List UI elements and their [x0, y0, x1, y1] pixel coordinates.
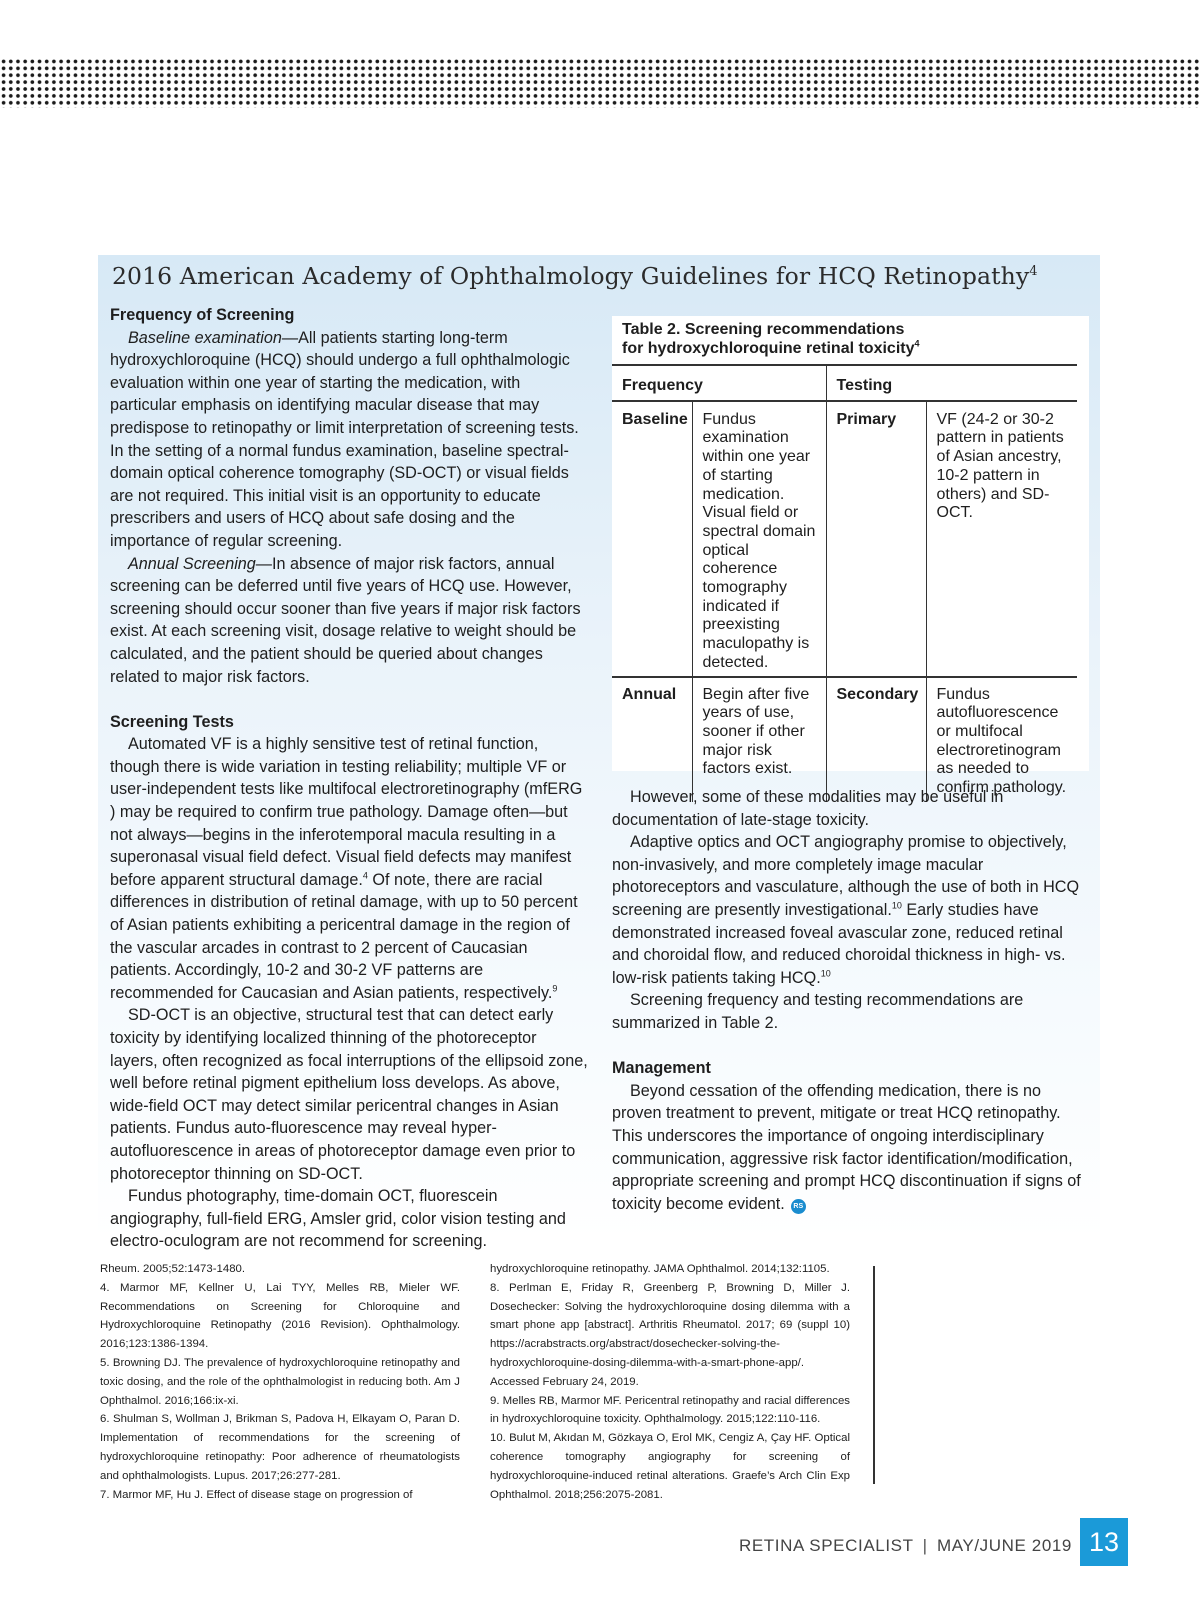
reference-item: 5. Browning DJ. The prevalence of hydroxychloroquine retinopathy and toxic dosing, and the role of the ophthalmologist in reducing both. Am J Ophthalmol. 2016;166:ix-xi.: [100, 1356, 460, 1407]
table-caption-sup: 4: [914, 338, 920, 349]
reference-item: 10. Bulut M, Akıdan M, Gözkaya O, Erol MK, Cengiz A, Çay HF. Optical coherence tomography angiography for screening of hydroxychloroquine-induced retinal alterations. Graefe’s Arch Clin Exp Ophthalmol. 2018;256:2075-2081.: [490, 1432, 850, 1501]
cell-frequency-label: Annual: [612, 677, 692, 802]
table-caption: Table 2. Screening recommendations for hydroxychloroquine retinal toxicity$^4$: [622, 321, 920, 357]
sidebar-title-text: 2016 American Academy of Ophthalmology Guidelines for HCQ Retinopathy: [112, 262, 1030, 290]
column-header-testing: Testing: [826, 365, 1077, 401]
references-left: [100, 1260, 460, 1504]
page-number: 13: [1080, 1518, 1128, 1566]
reference-item: 9. Melles RB, Marmor MF. Pericentral retinopathy and racial differences in hydroxychloroquine toxicity. Ophthalmology. 2015;122:110-116.: [490, 1394, 851, 1426]
paragraph-vf: Automated VF is a highly sensitive test of retinal function, though there is wide variation in testing reliability; multiple VF or user-independent tests like multifocal electroretinography (mfERG ) may be required to confirm true pathology. Damage often—but not always—begins in the inferotemporal macula resulting in a superonasal visual field defect. Visual field defects may manifest before apparent structural damage.$^4$ Of note, there are racial differences in distribution of retinal damage, with up to 50 percent of Asian patients exhibiting a pericentral damage in the region of the vascular arcades in contrast to 2 percent of Caucasian patients. Accordingly, 10-2 and 30-2 VF patterns are recommended for Caucasian and Asian patients, respectively.$^9$: [110, 735, 583, 1002]
reference-item: hydroxychloroquine retinopathy. JAMA Ophthalmol. 2014;132:1105.: [490, 1263, 830, 1275]
footer-separator: |: [922, 1536, 928, 1555]
paragraph-annual: Annual Screening—In absence of major risk factors, annual screening can be deferred until five years of HCQ use. However, screening should occur sooner than five years if major risk factors exist. At each screening visit, dosage relative to weight should be calculated, and the patient should be queried about changes related to major risk factors.: [110, 554, 581, 686]
heading-frequency: Frequency of Screening: [110, 306, 295, 324]
screening-table: [612, 364, 1077, 802]
left-column: [110, 304, 588, 1253]
heading-screening-tests: Screening Tests: [110, 712, 234, 731]
cell-frequency-label: Baseline: [612, 401, 692, 677]
issue-date: MAY/JUNE 2019: [936, 1536, 1072, 1555]
cell-frequency-text: Fundus examination within one year of starting medication. Visual field or spectral domain optical coherence tomography indicated if preexisting maculopathy is detected.: [692, 401, 826, 677]
baseline-lead: Baseline examination: [128, 328, 282, 347]
paragraph-not-recommended: Fundus photography, time-domain OCT, fluorescein angiography, full-field ERG, Amsler grid, color vision testing and electro-oculogram are not recommend for screening.: [110, 1187, 566, 1251]
reference-item: 4. Marmor MF, Kellner U, Lai TYY, Melles RB, Mieler WF. Recommendations on Screening for Chloroquine and Hydroxychloroquine Retinopathy (2016 Revision). Ophthalmology. 2016;123:1386-1394.: [100, 1281, 460, 1351]
table-row: [612, 677, 1077, 802]
dot-pattern-header: [0, 58, 1200, 108]
heading-management: Management: [612, 1059, 711, 1078]
paragraph-documentation: However, some of these modalities may be useful in documentation of late-stage toxicity.: [612, 788, 1004, 829]
reference-item: 7. Marmor MF, Hu J. Effect of disease stage on progression of: [100, 1488, 413, 1501]
reference-item: 8. Perlman E, Friday R, Greenberg P, Browning D, Miller J. Dosechecker: Solving the hydroxychloroquine dosing dilemma with a smart phone app [abstract]. Arthritis Rheumatol. 2017; 69 (suppl 10) https://acrabstracts.org/abstract/dosechecker-solving-the-hydroxychloroquine-dosing-dilemma-with-a-smart-phone-app/. Accessed February 24, 2019.: [490, 1281, 850, 1388]
publication-name: RETINA SPECIALIST: [738, 1536, 914, 1555]
paragraph-management: Beyond cessation of the offending medication, there is no proven treatment to prevent, mitigate or treat HCQ retinopathy. This underscores the importance of ongoing interdisciplinary communication, aggressive risk factor identification/modification, appropriate screening and prompt HCQ discontinuation if signs of toxicity become evident. RS: [612, 1081, 1081, 1213]
cell-testing-label: Primary: [826, 401, 926, 677]
references-divider: [873, 1266, 875, 1484]
table-row: [612, 401, 1077, 677]
column-header-frequency: Frequency: [612, 365, 826, 401]
spacer: [110, 688, 588, 711]
sidebar-title-sup: 4: [1029, 264, 1038, 280]
annual-lead: Annual Screening: [128, 554, 256, 573]
table-header-row: [612, 365, 1077, 401]
cell-frequency-text: Begin after five years of use, sooner if other major risk factors exist.: [692, 677, 826, 802]
spacer: [612, 1035, 1090, 1058]
reference-item: Rheum. 2005;52:1473-1480.: [100, 1263, 246, 1275]
paragraph-adaptive-optics: Adaptive optics and OCT angiography promise to objectively, non-invasively, and more completely image macular photoreceptors and vasculature, although the use of both in HCQ screening are presently investigational.$^{10}$ Early studies have demonstrated increased foveal avascular zone, reduced retinal and choroidal flow, and reduced choroidal thickness in high- vs. low-risk patients taking HCQ.$^{10}$: [612, 833, 1080, 987]
right-column: [612, 786, 1090, 1215]
rs-end-mark-icon: RS: [791, 1199, 806, 1214]
paragraph-summary: Screening frequency and testing recommendations are summarized in Table 2.: [612, 991, 1024, 1032]
footer-publication: [739, 1536, 1072, 1556]
cell-testing-text: VF (24-2 or 30-2 pattern in patients of Asian ancestry, 10-2 pattern in others) and SD-OCT.: [936, 410, 1064, 522]
paragraph-sdoct: SD-OCT is an objective, structural test that can detect early toxicity by identifying localized thinning of the photoreceptor layers, often recognized as focal interruptions of the ellipsoid zone, well before retinal pigment epithelium loss develops. As above, wide-field OCT may detect similar pericentral changes in Asian patients. Fundus auto-fluorescence may reveal hyper-autofluorescence in areas of photoreceptor damage even prior to photoreceptor thinning on SD-OCT.: [110, 1006, 588, 1183]
references-right: [490, 1260, 850, 1504]
reference-item: 6. Shulman S, Wollman J, Brikman S, Padova H, Elkayam O, Paran D. Implementation of recommendations for the screening of hydroxychloroquine retinopathy: Poor adherence of rheumatologists and ophthalmologists. Lupus. 2017;26:277-281.: [100, 1413, 460, 1482]
cell-testing-label: Secondary: [826, 677, 926, 802]
sidebar-title: [112, 262, 1038, 290]
paragraph-baseline: Baseline examination—All patients starting long-term hydroxychloroquine (HCQ) should undergo a full ophthalmologic evaluation within one year of starting the medication, with particular emphasis on identifying macular disease that may predispose to retinopathy or limit interpretation of screening tests. In the setting of a normal fundus examination, baseline spectral-domain optical coherence tomography (SD-OCT) or visual fields are not required. This initial visit is an opportunity to educate prescribers and users of HCQ about safe dosing and the importance of regular screening.: [110, 328, 579, 550]
cell-testing-text: Fundus autofluorescence or multifocal electroretinogram as needed to confirm pathology.: [926, 677, 1077, 802]
